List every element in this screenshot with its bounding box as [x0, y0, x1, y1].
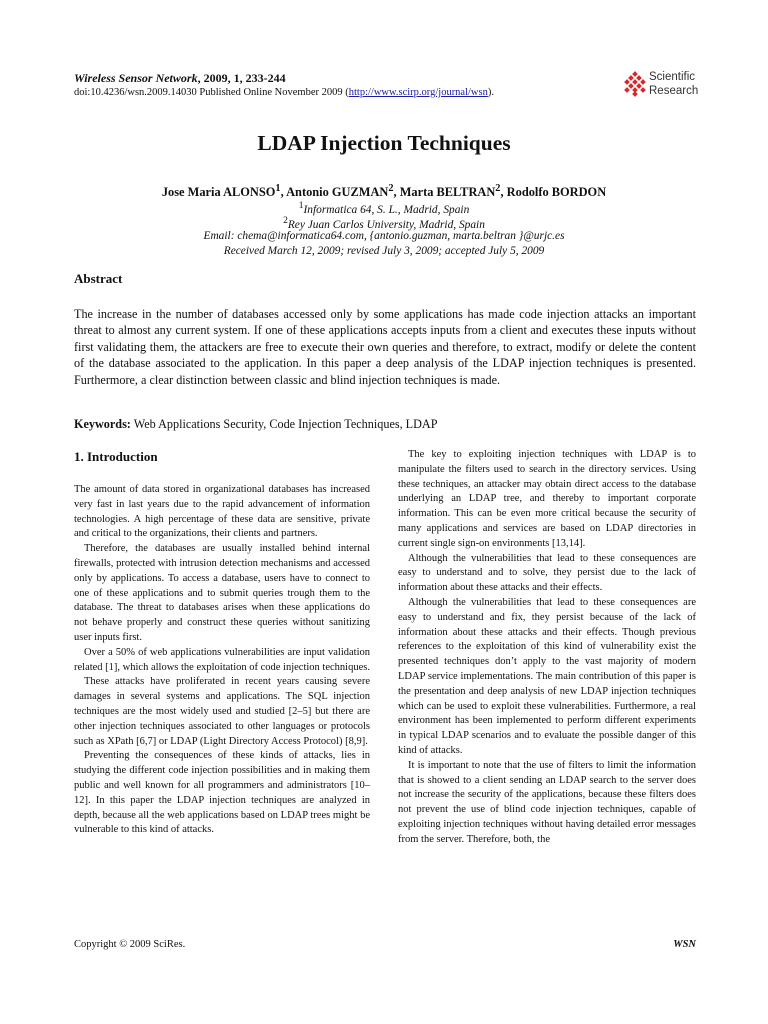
doi-text: doi:10.4236/wsn.2009.14030 Published Online November 2009 ( — [74, 87, 349, 98]
affiliation-mark: 1 — [298, 201, 304, 211]
logo-dot — [636, 83, 642, 89]
affiliation-text: Rey Juan Carlos University, Madrid, Spain — [287, 218, 485, 231]
keywords-label: Keywords: — [74, 417, 131, 431]
journal-name: Wireless Sensor Network — [74, 71, 198, 85]
publisher-name-line2: Research — [649, 85, 699, 97]
paper-title: LDAP Injection Techniques — [257, 131, 511, 155]
journal-link[interactable]: http://www.scirp.org/journal/wsn — [348, 87, 488, 98]
author-separator: , — [500, 185, 507, 200]
paragraph: Over a 50% of web applications vulnerabilities are input validation related [1], which allows the exploitation of code injection techniques. — [74, 646, 370, 673]
logo-dot — [628, 75, 634, 81]
right-column — [398, 448, 696, 848]
keywords-text: Web Applications Security, Code Injection Techniques, LDAP — [130, 417, 438, 431]
doi-suffix: ). — [487, 87, 494, 98]
abstract-heading: Abstract — [74, 271, 123, 286]
logo-dot — [624, 79, 630, 85]
scientific-research-logo-icon — [622, 71, 648, 97]
author-emails: Email: chema@informatica64.com, {antonio.guzman, marta.beltran }@urjc.es — [203, 230, 565, 242]
affiliation-text: Informatica 64, S. L., Madrid, Spain — [303, 203, 470, 216]
left-column — [74, 483, 370, 838]
author-name: Rodolfo BORDON — [506, 185, 607, 200]
logo-dot — [632, 71, 638, 77]
author-affil-mark: 2 — [388, 183, 394, 194]
journal-citation — [74, 70, 286, 86]
paragraph: These attacks have proliferated in recent years causing severe damages in several systems and applications. The SQL injection techniques are the most widely used and studied [2–5] but there are other injection techniques associated to other languages or protocols such as XPath [6,7] or LDAP (Light Directory Access Protocol) [8,9]. — [74, 676, 370, 747]
paragraph: Although the vulnerabilities that lead to these consequences are easy to understand and to solve, they persist due to the lack of information about these attacks and their effects. — [398, 552, 696, 594]
copyright-notice: Copyright © 2009 SciRes. — [74, 939, 186, 950]
paragraph: The key to exploiting injection techniques with LDAP is to manipulate the filters used to search in the directory services. Using these techniques, an attacker may obtain direct access to the database underlying an LDAP tree, and thereby to important corporate information. This can be even more critical because the security of many applications and services are based on LDAP directories in current single sign-on environments [13,14]. — [398, 449, 696, 549]
logo-dot — [640, 87, 646, 93]
publisher-logo — [622, 70, 712, 100]
author-name: Jose Maria ALONSO — [161, 185, 276, 200]
author-affil-mark: 2 — [495, 183, 501, 194]
abstract-body: The increase in the number of databases accessed only by some applications has made code injection attacks an important threat to almost any current system. If one of these applications accepts inputs from a client and executes these inputs without first validating them, the attackers are free to execute their own queries and therefore, to extract, modify or delete the content of the database associated to the application. In this paper a deep analysis of the LDAP injection techniques is presented. Furthermore, a clear distinction between classic and blind injection techniques is made. — [74, 307, 696, 387]
logo-dot — [632, 79, 638, 85]
publisher-name-line1: Scientific — [649, 71, 696, 83]
doi-line — [74, 86, 494, 100]
paragraph: Therefore, the databases are usually installed behind internal firewalls, protected with intrusion detection mechanisms and accessed only by applications. To access a database, users have to connect to one of these applications and to submit queries trough them to the database. The threat to databases arises when these applications do not behave properly and construct these queries without sanitizing user inputs first. — [74, 543, 370, 643]
author-name: Marta BELTRAN — [399, 185, 496, 200]
received-dates: Received March 12, 2009; revised July 3, 2009; accepted July 5, 2009 — [223, 245, 545, 257]
logo-dot — [632, 91, 638, 97]
affiliation-mark: 2 — [283, 216, 288, 226]
publisher-name — [649, 70, 698, 98]
logo-dot — [628, 83, 634, 89]
logo-dot — [636, 75, 642, 81]
paragraph: The amount of data stored in organizational databases has increased very fast in last years due to the rapid advancement of information technologies. A high percentage of these data are sensitive, private and critical to the organizations, their clients and partners. — [74, 484, 370, 540]
paragraph: Preventing the consequences of these kinds of attacks, lies in studying the different code injection possibilities and in making them public and well known for all programmers and administrators [10–12]. In this paper the LDAP injection techniques are analyzed in depth, because all the web applications based on LDAP trees might be vulnerable to this kind of attacks. — [74, 750, 370, 836]
journal-volume-pages: , 2009, 1, 233-244 — [197, 71, 286, 85]
journal-abbreviation: WSN — [673, 939, 696, 950]
logo-dot — [640, 79, 646, 85]
paragraph: Although the vulnerabilities that lead to these consequences are easy to understand and fix, they persist because of the lack of information about these attacks and their effects. Though previous references to the exploitation of this kind of vulnerability exist the presented techniques don’t apply to the vast majority of modern LDAP service implementations. The main contribution of this paper is the presentation and deep analysis of new LDAP injection techniques which can be used to exploit these vulnerabilities. Furthermore, a real environment has been implemented to perform different experiments in typical LDAP scenarios and to evaluate the possible danger of this kind of attacks. — [398, 596, 696, 756]
author-name: Antonio GUZMAN — [286, 185, 389, 200]
keywords — [74, 416, 438, 432]
paragraph: It is important to note that the use of filters to limit the information that is showed to a client sending an LDAP search to the server does not increase the security of the applications, because these filters does not prevent the use of blind code injection techniques, capable of exploiting injection techniques without having detailed error messages from the server. Therefore, both, the — [398, 759, 696, 845]
logo-dot — [624, 87, 630, 93]
author-affil-mark: 1 — [275, 183, 281, 194]
author-separator: , — [393, 185, 400, 200]
section-heading: 1. Introduction — [74, 449, 158, 464]
author-separator: , — [280, 185, 287, 200]
